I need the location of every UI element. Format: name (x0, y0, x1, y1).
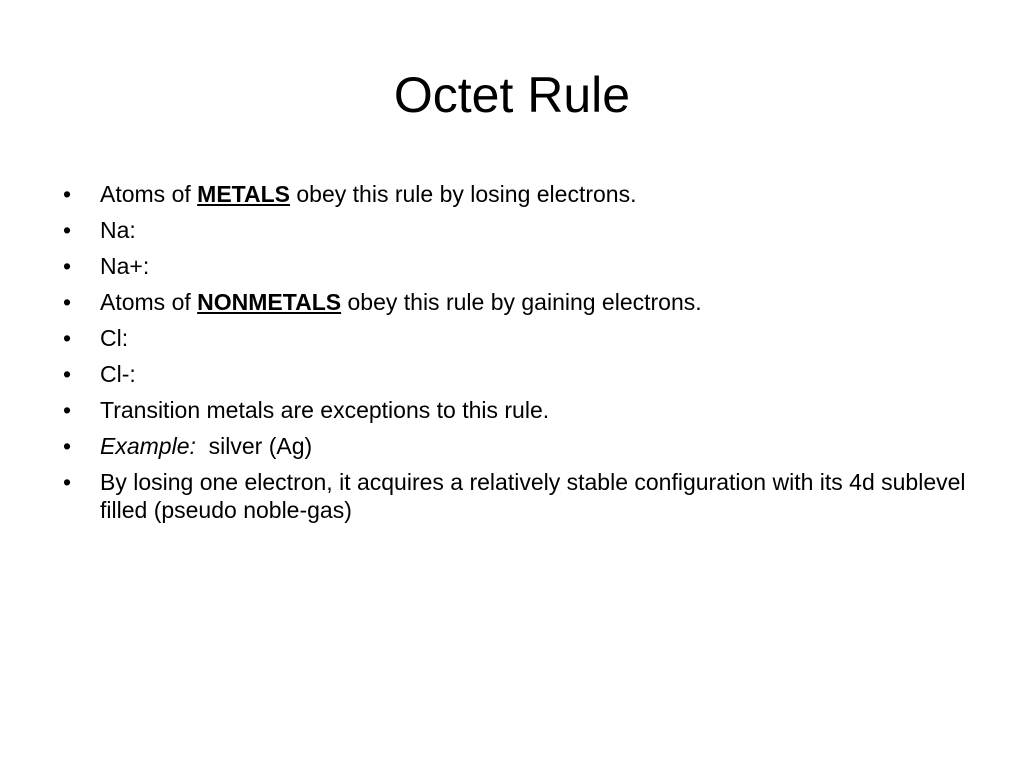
bullet-icon: • (62, 397, 72, 423)
bullet-item-cl (60, 324, 970, 352)
bullet-text: Na+: (100, 253, 150, 279)
bullet-emphasis: NONMETALS (197, 289, 342, 315)
bullet-text: Cl: (100, 325, 129, 351)
bullet-icon: • (62, 217, 72, 243)
bullet-icon: • (62, 325, 72, 351)
bullet-text: Cl-: (100, 361, 136, 387)
bullet-list (60, 180, 970, 532)
bullet-item-nonmetals (60, 288, 970, 316)
bullet-icon: • (62, 361, 72, 387)
bullet-item-example (60, 432, 970, 460)
bullet-item-explanation (60, 468, 970, 524)
bullet-icon: • (62, 253, 72, 279)
bullet-text-before: Atoms of (100, 289, 198, 315)
bullet-item-na (60, 216, 970, 244)
bullet-text-after: obey this rule by gaining electrons. (341, 289, 702, 315)
bullet-text: Na: (100, 217, 136, 243)
bullet-item-na-ion (60, 252, 970, 280)
bullet-text-after: obey this rule by losing electrons. (290, 181, 637, 207)
bullet-icon: • (62, 433, 72, 459)
bullet-item-metals (60, 180, 970, 208)
bullet-emphasis: METALS (197, 181, 290, 207)
bullet-icon: • (62, 181, 72, 207)
bullet-item-cl-ion (60, 360, 970, 388)
slide-title: Octet Rule (393, 67, 631, 123)
bullet-item-transition-metals (60, 396, 970, 424)
bullet-icon: • (62, 289, 72, 315)
bullet-text: Transition metals are exceptions to this rule. (100, 397, 550, 423)
bullet-icon: • (62, 469, 72, 495)
bullet-text: By losing one electron, it acquires a relatively stable configuration with its 4d sublevel filled (pseudo noble-gas) (100, 469, 966, 523)
bullet-text-before: Atoms of (100, 181, 198, 207)
bullet-italic-label: Example: (100, 433, 196, 459)
bullet-text-after: silver (Ag) (195, 433, 313, 459)
